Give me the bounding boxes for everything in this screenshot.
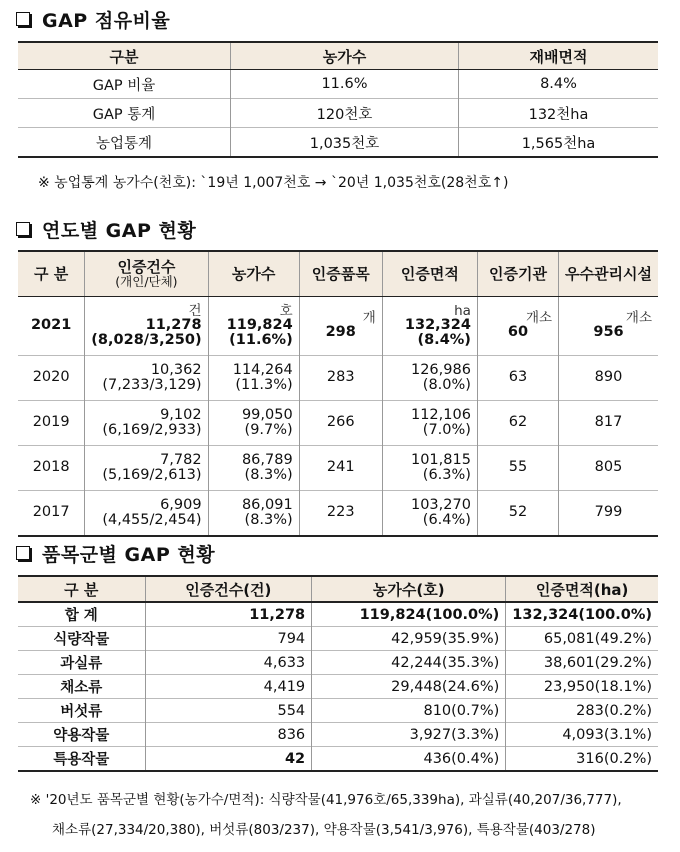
farms-value: 99,050	[241, 406, 293, 423]
year-cell: 2019	[18, 401, 85, 446]
facilities-value: 799	[559, 491, 658, 537]
area-value: 132천ha	[459, 99, 659, 128]
cases-value: 11,278	[145, 316, 202, 333]
cases-value: 4,633	[145, 651, 312, 675]
farms-value: 436(0.4%)	[312, 747, 506, 772]
farms-pct: (11.6%)	[229, 332, 293, 349]
header-cell: 인증면적(ha)	[506, 576, 658, 602]
year-cell: 2017	[18, 491, 85, 537]
cases-cell	[85, 356, 208, 401]
cases-value: 794	[145, 627, 312, 651]
facilities-value: 890	[559, 356, 658, 401]
unit-label: 개소	[525, 310, 553, 327]
cases-breakdown: (4,455/2,454)	[102, 512, 202, 528]
table-row	[18, 699, 658, 723]
farms-value: 29,448(24.6%)	[312, 675, 506, 699]
header-cell: 인증품목	[299, 251, 382, 297]
facilities-value: 805	[559, 446, 658, 491]
farms-value: 42,959(35.9%)	[312, 627, 506, 651]
crop-note-line2: 채소류(27,334/20,380), 버섯류(803/237), 약용작물(3,541/3,976), 특용작물(403/278)	[52, 822, 596, 838]
facilities-value: 956	[593, 324, 624, 341]
section-title-text: 연도별 GAP 현황	[42, 220, 197, 242]
header-cell: 인증면적	[382, 251, 477, 297]
header-cell: 인증기관	[477, 251, 558, 297]
farms-value: 810(0.7%)	[312, 699, 506, 723]
cases-breakdown: (7,233/3,129)	[102, 377, 202, 393]
section-title-text: GAP 점유비율	[42, 10, 171, 32]
cases-value: 42	[145, 747, 312, 772]
table-row	[18, 356, 658, 401]
year-cell: 2021	[18, 297, 85, 356]
header-cell: 농가수	[208, 251, 299, 297]
row-label: GAP 통계	[18, 99, 231, 128]
area-value: 132,324(100.0%)	[506, 602, 658, 627]
cases-breakdown: (5,169/2,613)	[102, 467, 202, 483]
checkbox-bullet-icon	[16, 12, 30, 26]
header-cell: 구분	[18, 42, 231, 70]
cases-cell	[85, 401, 208, 446]
area-value: 126,986	[410, 361, 471, 378]
cases-value: 554	[145, 699, 312, 723]
farms-value: 1,035천호	[231, 128, 459, 158]
area-value: 65,081(49.2%)	[506, 627, 658, 651]
section-title-by-crop	[16, 540, 215, 567]
table-row	[18, 491, 658, 537]
items-value: 283	[299, 356, 382, 401]
table-row	[18, 675, 658, 699]
area-value: 1,565천ha	[459, 128, 659, 158]
farms-pct: (8.3%)	[244, 512, 293, 528]
cases-value: 4,419	[145, 675, 312, 699]
year-cell: 2018	[18, 446, 85, 491]
header-cell: 인증건수(건)	[145, 576, 312, 602]
gap-share-table	[18, 41, 658, 158]
table-row	[18, 627, 658, 651]
area-value: 38,601(29.2%)	[506, 651, 658, 675]
farms-cell	[208, 446, 299, 491]
table-row	[18, 401, 658, 446]
farms-pct: (9.7%)	[244, 422, 293, 438]
orgs-value: 60	[507, 324, 529, 341]
year-cell: 2020	[18, 356, 85, 401]
orgs-value: 62	[477, 401, 558, 446]
items-value: 298	[325, 324, 356, 341]
farms-value: 11.6%	[231, 70, 459, 99]
area-cell	[382, 356, 477, 401]
farms-value: 86,789	[241, 451, 293, 468]
orgs-value: 55	[477, 446, 558, 491]
table-row	[18, 99, 658, 128]
unit-label: 건	[188, 302, 202, 319]
cases-value: 11,278	[145, 602, 312, 627]
farms-value: 119,824(100.0%)	[312, 602, 506, 627]
row-label: 농업통계	[18, 128, 231, 158]
farms-cell	[208, 401, 299, 446]
farms-value: 114,264	[232, 361, 293, 378]
area-value: 316(0.2%)	[506, 747, 658, 772]
cases-cell	[85, 491, 208, 537]
cases-value: 9,102	[160, 406, 202, 423]
area-value: 4,093(3.1%)	[506, 723, 658, 747]
header-cell: 우수관리시설	[559, 251, 658, 297]
header-text: 인증건수	[117, 257, 176, 276]
cases-breakdown: (6,169/2,933)	[102, 422, 202, 438]
area-value: 283(0.2%)	[506, 699, 658, 723]
cases-value: 6,909	[160, 496, 202, 513]
items-value: 223	[299, 491, 382, 537]
checkbox-bullet-icon	[16, 222, 30, 236]
unit-label: ha	[454, 302, 471, 319]
area-cell	[382, 491, 477, 537]
orgs-cell	[477, 297, 558, 356]
table-header-row	[18, 42, 658, 70]
farm-stats-note: ※ 농업통계 농가수(천호): `19년 1,007천호 → `20년 1,035천호(28천호↑)	[38, 175, 509, 191]
area-cell	[382, 297, 477, 356]
cases-value: 10,362	[150, 361, 202, 378]
orgs-value: 63	[477, 356, 558, 401]
area-value: 132,324	[404, 316, 471, 333]
unit-label: 개소	[625, 310, 652, 327]
crop-name: 식량작물	[18, 627, 145, 651]
cases-value: 7,782	[160, 451, 202, 468]
facilities-value: 817	[559, 401, 658, 446]
farms-value: 3,927(3.3%)	[312, 723, 506, 747]
header-cell: 재배면적	[459, 42, 659, 70]
header-subtext: (개인/단체)	[115, 274, 178, 290]
crop-name: 약용작물	[18, 723, 145, 747]
section-title-yearly	[16, 216, 196, 243]
crop-name: 합 계	[64, 608, 98, 624]
area-pct: (6.4%)	[422, 512, 471, 528]
farms-value: 120천호	[231, 99, 459, 128]
table-header-row	[18, 576, 658, 602]
cases-cell	[85, 297, 208, 356]
area-cell	[382, 446, 477, 491]
total-row	[18, 602, 658, 627]
farms-value: 86,091	[241, 496, 293, 513]
area-pct: (8.0%)	[422, 377, 471, 393]
farms-cell	[208, 297, 299, 356]
area-value: 23,950(18.1%)	[506, 675, 658, 699]
header-cell: 구 분	[18, 576, 145, 602]
area-pct: (6.3%)	[422, 467, 471, 483]
table-header-row	[18, 251, 658, 297]
farms-pct: (11.3%)	[235, 377, 293, 393]
section-title-text: 품목군별 GAP 현황	[42, 544, 216, 566]
items-value: 241	[299, 446, 382, 491]
orgs-value: 52	[477, 491, 558, 537]
crop-name: 과실류	[18, 651, 145, 675]
crop-note-line1: ※ '20년도 품목군별 현황(농가수/면적): 식량작물(41,976호/65,339ha), 과실류(40,207/36,777),	[30, 792, 622, 808]
farms-pct: (8.3%)	[244, 467, 293, 483]
area-value: 101,815	[410, 451, 471, 468]
table-row	[18, 651, 658, 675]
area-value: 103,270	[410, 496, 471, 513]
crop-name: 채소류	[18, 675, 145, 699]
table-row	[18, 446, 658, 491]
cases-breakdown: (8,028/3,250)	[91, 332, 202, 349]
table-row	[18, 128, 658, 158]
yearly-gap-table	[18, 250, 658, 537]
farms-value: 119,824	[226, 316, 293, 333]
crop-group-table	[18, 575, 658, 772]
farms-cell	[208, 491, 299, 537]
row-label: GAP 비율	[18, 70, 231, 99]
section-title-gap-share	[16, 6, 170, 33]
area-value: 8.4%	[459, 70, 659, 99]
farms-cell	[208, 356, 299, 401]
area-pct: (8.4%)	[417, 332, 471, 349]
items-value: 266	[299, 401, 382, 446]
area-cell	[382, 401, 477, 446]
unit-label: 호	[279, 302, 293, 319]
cases-cell	[85, 446, 208, 491]
crop-name: 특용작물	[18, 747, 145, 772]
checkbox-bullet-icon	[16, 546, 30, 560]
area-pct: (7.0%)	[422, 422, 471, 438]
table-row	[18, 70, 658, 99]
area-value: 112,106	[410, 406, 471, 423]
farms-value: 42,244(35.3%)	[312, 651, 506, 675]
facilities-cell	[559, 297, 658, 356]
header-cell: 구 분	[18, 251, 85, 297]
unit-label: 개	[362, 310, 376, 327]
header-cell-cases	[85, 251, 208, 297]
crop-name: 버섯류	[18, 699, 145, 723]
table-row	[18, 297, 658, 356]
table-row	[18, 747, 658, 772]
cases-value: 836	[145, 723, 312, 747]
header-cell: 농가수	[231, 42, 459, 70]
header-cell: 농가수(호)	[312, 576, 506, 602]
items-cell	[299, 297, 382, 356]
table-row	[18, 723, 658, 747]
